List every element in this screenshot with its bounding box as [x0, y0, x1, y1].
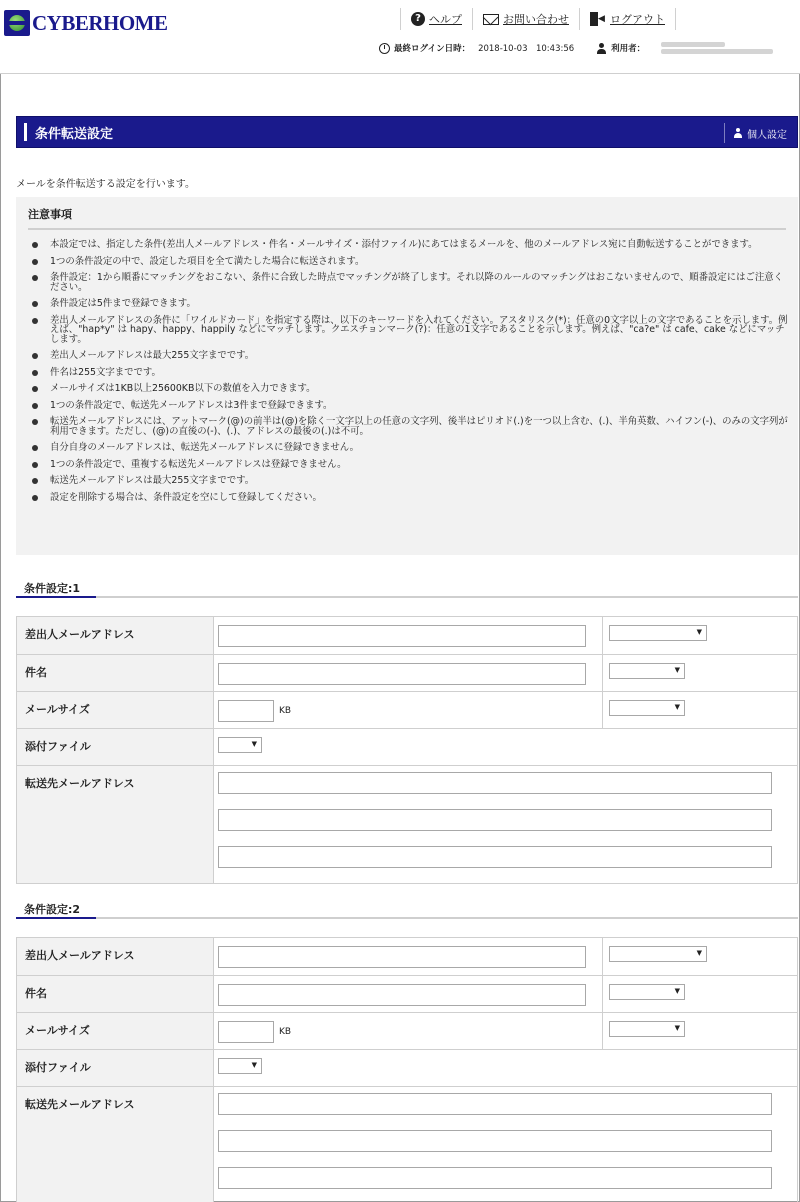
forward-address-input-2[interactable] [218, 809, 772, 831]
note-item: 転送先メールアドレスは最大255文字までです。 [32, 476, 792, 486]
condition-2-header [16, 897, 798, 919]
sender-label: 差出人メールアドレス [17, 617, 214, 655]
sender-input[interactable] [218, 946, 586, 968]
login-info [379, 40, 773, 56]
top-links [400, 8, 676, 30]
condition-1-title: 条件設定:1 [16, 576, 96, 598]
size-label: メールサイズ [17, 692, 214, 729]
forward-address-input-1[interactable] [218, 1093, 772, 1115]
notes-title: 注意事項 [28, 206, 786, 230]
contact-link[interactable] [472, 8, 579, 30]
size-input[interactable] [218, 700, 274, 722]
last-login-value: 2018-10-03 10:43:56 [478, 44, 575, 54]
note-item: 差出人メールアドレスは最大255文字までです。 [32, 351, 792, 361]
condition-1-table [16, 616, 798, 884]
condition-2-title: 条件設定:2 [16, 897, 96, 919]
sender-input[interactable] [218, 625, 586, 647]
forward-label: 転送先メールアドレス [17, 1087, 214, 1202]
notes-list [32, 240, 798, 502]
personal-settings-label: 個人設定 [747, 129, 787, 141]
notes-box [16, 197, 798, 555]
forward-address-input-2[interactable] [218, 1130, 772, 1152]
sender-label: 差出人メールアドレス [17, 938, 214, 976]
size-compare-select[interactable] [609, 1021, 685, 1037]
note-item: 本設定では、指定した条件(差出人メールアドレス・件名・メールサイズ・添付ファイル)にあてはまるメールを、他のメールアドレス宛に自動転送することができます。 [32, 240, 792, 250]
size-input[interactable] [218, 1021, 274, 1043]
note-item: 転送先メールアドレスには、アットマーク(@)の前半は(@)を除く一文字以上の任意の文字列、後半はピリオド(.)を一つ以上含む、(.)、半角英数、ハイフン(-)、のみの文字列が利用できます。ただし、(@)の直後の(-)、(.)、アドレスの最後の(.)は不可。 [32, 417, 792, 436]
subject-input[interactable] [218, 984, 586, 1006]
page-title: 条件転送設定 [35, 126, 114, 142]
note-item: 件名は255文字までです。 [32, 368, 792, 378]
user-label: 利用者： [611, 44, 646, 54]
help-link-label: ヘルプ [429, 13, 462, 26]
title-accent [24, 123, 27, 141]
note-item: 条件設定：1から順番にマッチングをおこない、条件に合致した時点でマッチングが終了します。それ以降のルールのマッチングはおこないませんので、順番設定にはご注意ください。 [32, 273, 792, 292]
subject-match-select[interactable] [609, 663, 685, 679]
forward-address-input-1[interactable] [218, 772, 772, 794]
mail-icon [483, 14, 499, 25]
note-item: メールサイズは1KB以上25600KB以下の数値を入力できます。 [32, 384, 792, 394]
attachment-label: 添付ファイル [17, 729, 214, 766]
subject-input[interactable] [218, 663, 586, 685]
last-login-label: 最終ログイン日時： [394, 44, 471, 54]
logo-icon [4, 10, 30, 36]
header [0, 0, 800, 74]
forward-address-input-3[interactable] [218, 1167, 772, 1189]
forward-address-input-3[interactable] [218, 846, 772, 868]
logo-text: CYBERHOME [32, 10, 168, 35]
size-unit: KB [279, 1027, 292, 1037]
person-icon [733, 128, 743, 138]
user-name-redacted [661, 40, 773, 56]
logout-icon [590, 12, 606, 26]
size-compare-select[interactable] [609, 700, 685, 716]
forward-label: 転送先メールアドレス [17, 766, 214, 884]
sender-match-select[interactable] [609, 946, 707, 962]
personal-settings-button[interactable] [724, 123, 797, 143]
logout-link[interactable] [579, 8, 676, 30]
contact-link-label: お問い合わせ [503, 13, 569, 26]
size-unit: KB [279, 706, 292, 716]
condition-1-header [16, 576, 798, 598]
page-description: メールを条件転送する設定を行います。 [16, 179, 195, 190]
size-label: メールサイズ [17, 1013, 214, 1050]
logo[interactable] [4, 9, 168, 37]
note-item: 条件設定は5件まで登録できます。 [32, 299, 792, 309]
note-item: 1つの条件設定で、重複する転送先メールアドレスは登録できません。 [32, 460, 792, 470]
note-item: 差出人メールアドレスの条件に「ワイルドカード」を指定する際は、以下のキーワードを入れてください。アスタリスク(*)：任意の0文字以上の文字であることを示します。例えば、"hap*y" は hapy、happy、happily などにマッチします。クエスチョンマーク(?)：任意の1文字であることを示します。例えば、"ca?e" は cafe、cake などにマッチします。 [32, 316, 792, 345]
subject-match-select[interactable] [609, 984, 685, 1000]
attachment-select[interactable] [218, 1058, 262, 1074]
sender-match-select[interactable] [609, 625, 707, 641]
subject-label: 件名 [17, 655, 214, 692]
attachment-select[interactable] [218, 737, 262, 753]
condition-2-table [16, 937, 798, 1202]
note-item: 設定を削除する場合は、条件設定を空にして登録してください。 [32, 493, 792, 503]
note-item: 1つの条件設定の中で、設定した項目を全て満たした場合に転送されます。 [32, 257, 792, 267]
note-item: 1つの条件設定で、転送先メールアドレスは3件まで登録できます。 [32, 401, 792, 411]
note-item: 自分自身のメールアドレスは、転送先メールアドレスに登録できません。 [32, 443, 792, 453]
subject-label: 件名 [17, 976, 214, 1013]
page-title-bar [16, 116, 798, 148]
logout-link-label: ログアウト [610, 13, 665, 26]
clock-icon [379, 43, 390, 54]
user-icon [596, 43, 607, 54]
attachment-label: 添付ファイル [17, 1050, 214, 1087]
help-link[interactable] [400, 8, 472, 30]
help-icon: ? [411, 12, 425, 26]
